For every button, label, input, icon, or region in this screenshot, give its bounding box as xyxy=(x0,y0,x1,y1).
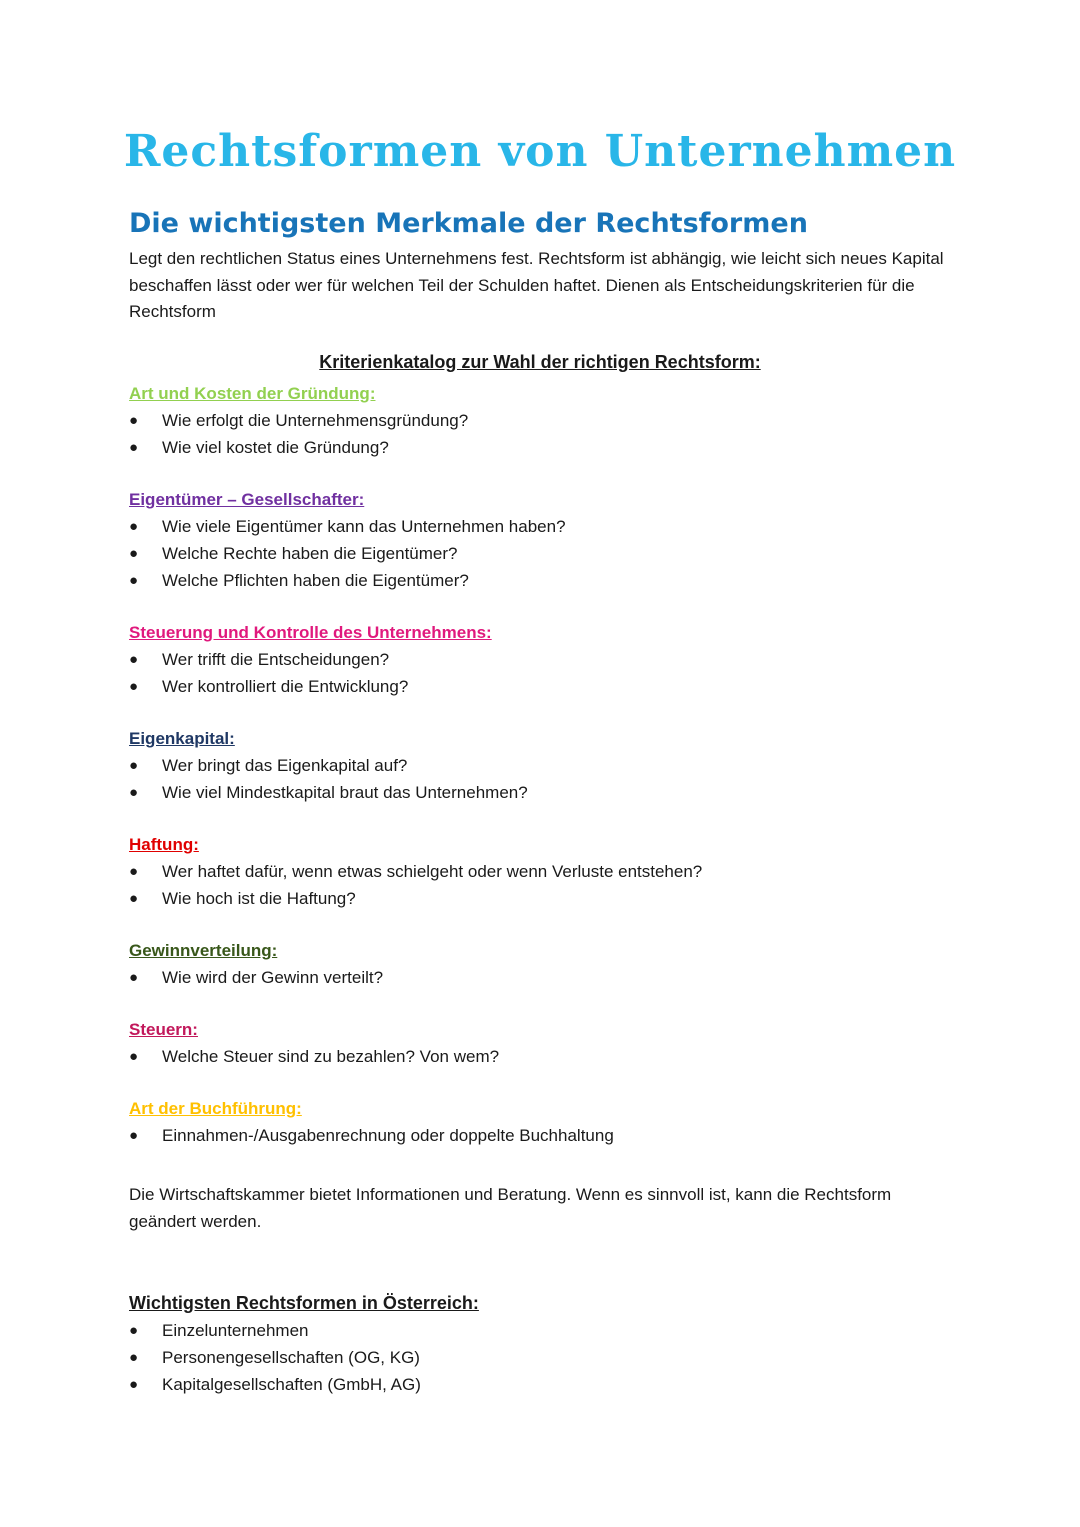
austria-legal-forms xyxy=(129,1289,949,1398)
bullet-icon: ● xyxy=(129,1048,139,1065)
list-item-text: Welche Steuer sind zu bezahlen? Von wem? xyxy=(162,1047,500,1066)
list-item-text: Einnahmen-/Ausgabenrechnung oder doppelte Buchhaltung xyxy=(162,1126,614,1145)
bullet-icon: ● xyxy=(129,412,139,429)
bullet-icon: ● xyxy=(129,1322,139,1339)
list-item xyxy=(129,1371,949,1398)
criteria-list xyxy=(129,752,989,806)
list-item-text: Wer kontrolliert die Entwicklung? xyxy=(162,677,409,696)
criteria-list xyxy=(129,513,989,594)
criteria-section xyxy=(129,1095,989,1149)
austria-list xyxy=(129,1317,949,1398)
bullet-icon: ● xyxy=(129,572,139,589)
criteria-section xyxy=(129,725,989,806)
bullet-icon: ● xyxy=(129,518,139,535)
list-item-text: Wie viele Eigentümer kann das Unternehmen haben? xyxy=(162,517,566,536)
list-item-text: Wer haftet dafür, wenn etwas schielgeht oder wenn Verluste entstehen? xyxy=(162,862,703,881)
criteria-section-title: Eigentümer – Gesellschafter: xyxy=(129,490,365,509)
list-item xyxy=(129,1043,989,1070)
bullet-icon: ● xyxy=(129,545,139,562)
criteria-section xyxy=(129,1016,989,1070)
austria-heading: Wichtigsten Rechtsformen in Österreich: xyxy=(129,1293,479,1313)
bullet-icon: ● xyxy=(129,1127,139,1144)
list-item-text: Kapitalgesellschaften (GmbH, AG) xyxy=(162,1375,421,1394)
list-item xyxy=(129,1317,949,1344)
bullet-icon: ● xyxy=(129,439,139,456)
list-item-text: Welche Rechte haben die Eigentümer? xyxy=(162,544,458,563)
list-item-text: Wer bringt das Eigenkapital auf? xyxy=(162,756,408,775)
bullet-icon: ● xyxy=(129,784,139,801)
list-item xyxy=(129,540,989,567)
list-item-text: Personengesellschaften (OG, KG) xyxy=(162,1348,420,1367)
criteria-sections xyxy=(129,380,989,1174)
criteria-section-title: Steuerung und Kontrolle des Unternehmens: xyxy=(129,623,492,642)
catalog-heading: Kriterienkatalog zur Wahl der richtigen Rechtsform: xyxy=(319,352,761,372)
criteria-section xyxy=(129,380,989,461)
closing-paragraph: Die Wirtschaftskammer bietet Informationen und Beratung. Wenn es sinnvoll ist, kann die Rechtsform geändert werden. xyxy=(129,1185,892,1231)
intro-paragraph: Legt den rechtlichen Status eines Unternehmens fest. Rechtsform ist abhängig, wie leicht sich neues Kapital beschaffen lässt oder wer für welchen Teil der Schulden haftet. Dienen als Entscheidungskriterien für die Rechtsform xyxy=(129,249,944,321)
list-item-text: Welche Pflichten haben die Eigentümer? xyxy=(162,571,469,590)
list-item xyxy=(129,567,989,594)
section-subtitle: Die wichtigsten Merkmale der Rechtsformen xyxy=(129,208,808,239)
list-item xyxy=(129,646,989,673)
list-item-text: Wie viel kostet die Gründung? xyxy=(162,438,389,457)
list-item-text: Wie erfolgt die Unternehmensgründung? xyxy=(162,411,469,430)
list-item-text: Wer trifft die Entscheidungen? xyxy=(162,650,390,669)
criteria-list xyxy=(129,646,989,700)
list-item xyxy=(129,964,989,991)
list-item xyxy=(129,779,989,806)
list-item xyxy=(129,885,989,912)
bullet-icon: ● xyxy=(129,678,139,695)
criteria-section xyxy=(129,619,989,700)
criteria-section-title: Haftung: xyxy=(129,835,199,854)
bullet-icon: ● xyxy=(129,1376,139,1393)
criteria-list xyxy=(129,964,989,991)
list-item xyxy=(129,858,989,885)
criteria-section xyxy=(129,937,989,991)
criteria-section-title: Eigenkapital: xyxy=(129,729,235,748)
list-item-text: Einzelunternehmen xyxy=(162,1321,309,1340)
list-item xyxy=(129,407,989,434)
criteria-section xyxy=(129,831,989,912)
list-item xyxy=(129,513,989,540)
bullet-icon: ● xyxy=(129,969,139,986)
criteria-section xyxy=(129,486,989,594)
bullet-icon: ● xyxy=(129,863,139,880)
criteria-section-title: Art der Buchführung: xyxy=(129,1099,302,1118)
bullet-icon: ● xyxy=(129,757,139,774)
list-item-text: Wie viel Mindestkapital braut das Unternehmen? xyxy=(162,783,528,802)
criteria-section-title: Steuern: xyxy=(129,1020,198,1039)
list-item xyxy=(129,673,989,700)
bullet-icon: ● xyxy=(129,1349,139,1366)
criteria-list xyxy=(129,858,989,912)
list-item-text: Wie wird der Gewinn verteilt? xyxy=(162,968,384,987)
criteria-list xyxy=(129,1043,989,1070)
list-item xyxy=(129,1122,989,1149)
document-title: Rechtsformen von Unternehmen xyxy=(123,126,957,177)
criteria-section-title: Art und Kosten der Gründung: xyxy=(129,384,376,403)
criteria-list xyxy=(129,407,989,461)
criteria-list xyxy=(129,1122,989,1149)
list-item xyxy=(129,434,989,461)
list-item-text: Wie hoch ist die Haftung? xyxy=(162,889,356,908)
criteria-section-title: Gewinnverteilung: xyxy=(129,941,278,960)
list-item xyxy=(129,752,989,779)
bullet-icon: ● xyxy=(129,651,139,668)
bullet-icon: ● xyxy=(129,890,139,907)
list-item xyxy=(129,1344,949,1371)
